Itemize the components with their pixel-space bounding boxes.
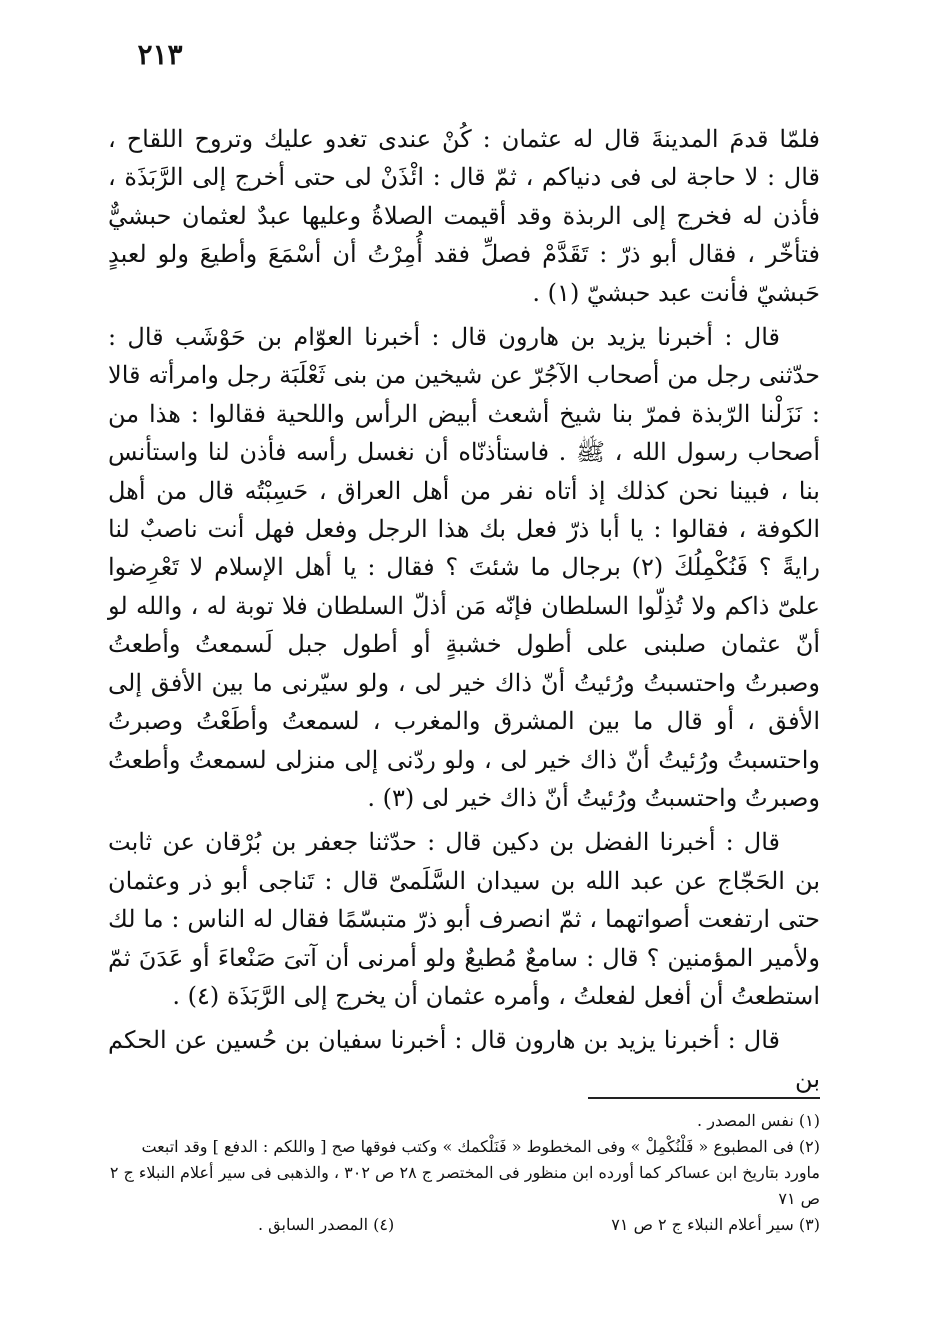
paragraph: فلمّا قدمَ المدينةَ قال له عثمان : كُنْ عندى تغدو عليك وتروح اللقاح ، قال : لا حاجة لى فى دنياكم ، ثمّ قال : ائْذَنْ لى حتى أخرج إلى الرَّبَذَة ، فأذن له فخرج إلى الربذة وقد أقيمت الصلاةُ وعليها عبدٌ لعثمان حبشيٌّ فتأخّر ، فقال أبو ذرّ : تَقَدَّمْ فصلِّ فقد أُمِرْتُ أن أسْمَعَ وأطيعَ ولو لعبدٍ حَبشيّ فأنت عبد حبشيّ (١) . (108, 125, 821, 307)
footnote-3: (٣) سير أعلام النبلاء ج ٢ ص ٧١ (611, 1215, 820, 1234)
footnote-divider (588, 1097, 820, 1099)
page-number: ٢١٣ (137, 38, 183, 71)
footnote-row (108, 1212, 820, 1238)
paragraph: قال : أخبرنا يزيد بن هارون قال : أخبرنا العوّام بن حَوْشَب قال : حدّثنى رجل من أصحاب الآجُرّ عن شيخين من بنى ثَعْلَبَة رجل وامرأته قالا : نَزَلْنا الرّبذة فمرّ بنا شيخ أشعث أبيض الرأس واللحية فقالوا : هذا من أصحاب رسول الله ، ﷺ . فاستأذنّاه أن نغسل رأسه فأذن لنا واستأنس بنا ، فبينا نحن كذلك إذ أتاه نفر من أهل العراق ، حَسِبْتُه قال من أهل الكوفة ، فقالوا : يا أبا ذرّ فعل بك هذا الرجل وفعل فهل أنت ناصبٌ لنا رايةً ؟ فَنُكْمِلُكَ (٢) برجال ما شئتَ ؟ فقال : يا أهل الإسلام لا تَعْرِضوا علىّ ذاكم ولا تُذِلّوا السلطان فإنّه مَن أذلّ السلطان فلا توبة له ، والله لو أنّ عثمان صلبنى على أطول خشبةٍ أو أطول جبل لَسمعتُ وأطعتُ وصبرتُ واحتسبتُ ورُئيتُ أنّ ذاك خير لى ، ولو سيّرنى ما بين الأفق إلى الأفق ، أو قال ما بين المشرق والمغرب ، لسمعتُ وأطَعْتُ وصبرتُ واحتسبتُ ورُئيتُ أنّ ذاك خير لى ، ولو ردّنى إلى منزلى لسمعتُ وأطعتُ وصبرتُ واحتسبتُ ورُئيتُ أنّ ذاك خير لى (٣) . (108, 323, 820, 812)
footnote-2: (٢) فى المطبوع « فَلْنُكْمِلْ » وفى المخطوط « فَنَلْكمك » وكتب فوقها صح [ واللكم : الدفع ] وقد اتبعت ماورد بتاريخ ابن عساكر كما أورده ابن منظور فى المختصر ج ٢٨ ص ٣٠٢ ، والذهبى فى سير أعلام النبلاء ج ٢ ص ٧١ (109, 1137, 820, 1208)
footnote-1: (١) نفس المصدر . (697, 1111, 820, 1130)
paragraph: قال : أخبرنا يزيد بن هارون قال : أخبرنا سفيان بن حُسين عن الحكم بن (108, 1026, 820, 1093)
main-text (108, 120, 820, 1104)
footnotes (108, 1108, 820, 1238)
footnote-4: (٤) المصدر السابق . (258, 1215, 395, 1234)
paragraph: قال : أخبرنا الفضل بن دكين قال : حدّثنا جعفر بن بُرْقان عن ثابت بن الحَجّاج عن عبد الله بن سيدان السَّلَمىّ قال : تَناجى أبو ذر وعثمان حتى ارتفعت أصواتهما ، ثمّ انصرف أبو ذرّ متبسّمًا فقال له الناس : ما لك ولأمير المؤمنين ؟ قال : سامعٌ مُطيعٌ ولو أمرنى أن آتىَ صَنْعاءَ أو عَدَنَ ثمّ استطعتُ أن أفعل لفعلتُ ، وأمره عثمان أن يخرج إلى الرَّبَذَة (٤) . (108, 828, 820, 1010)
